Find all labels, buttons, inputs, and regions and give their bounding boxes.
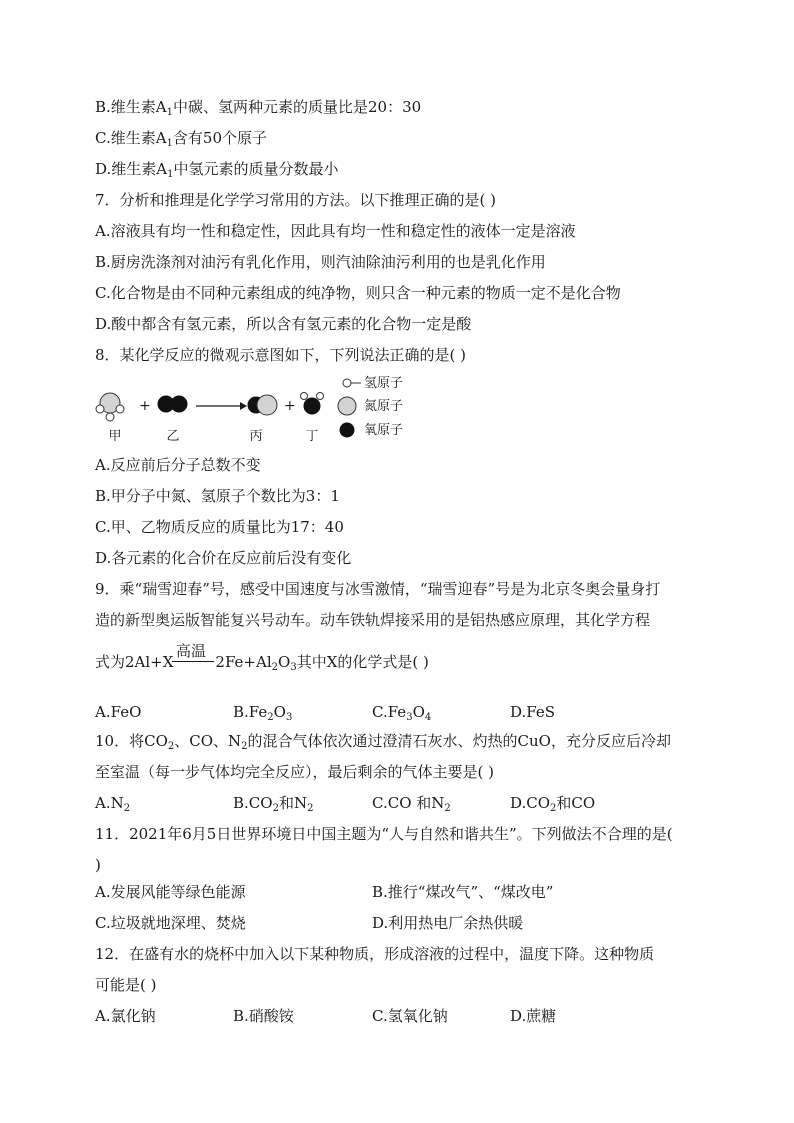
molecule-bing [248,395,277,415]
q11-option-a: A.发展风能等绿色能源 [95,883,246,901]
q11-option-c: C.垃圾就地深埋、焚烧 [95,914,246,932]
q9-stem-line1: 9．乘“瑞雪迎春”号，感受中国速度与冰雪激情，“瑞雪迎春”号是为北京冬奥会量身打 [95,580,661,598]
q10-option-d: $D.CO_2$和CO [510,794,596,814]
q8-option-c: C.甲、乙物质反应的质量比为17：40 [95,518,344,536]
q12-stem-line1: 12．在盛有水的烧杯中加入以下某种物质，形成溶液的过程中，温度下降。这种物质 [95,945,655,963]
q7-option-a: A.溶液具有均一性和稳定性，因此具有均一性和稳定性的液体一定是溶液 [95,222,576,240]
q10-stem-line1: 10．将$CO_2$、CO、$N_2$的混合气体依次通过澄清石灰水、灼热的CuO，充分反应后冷却 [95,732,671,752]
q11-option-d: D.利用热电厂余热供暖 [372,914,524,932]
label-ding: 丁 [305,429,319,444]
legend-oxygen-label: 氧原子 [364,423,404,438]
q12-option-a: A.氯化钠 [95,1007,156,1025]
q9-stem-line2: 造的新型奥运版智能复兴号动车。动车铁轨焊接采用的是铝热感应原理，其化学方程 [95,611,651,629]
q8-option-b: B.甲分子中氮、氢原子个数比为3：1 [95,487,340,505]
q10-stem-line2: 至室温（每一步气体均完全反应），最后剩余的气体主要是( ) [95,763,494,781]
legend-nitrogen-label: 氮原子 [364,399,404,414]
q9-option-b: $B.Fe_2O_3$ [233,703,293,723]
q12-option-c: C.氢氧化钠 [372,1007,448,1025]
reaction-arrow [196,402,247,410]
legend-hydrogen [343,379,361,387]
q10-option-b: $B.CO_2$和$N_2$ [233,794,314,814]
q8-option-d: D.各元素的化合价在反应前后没有变化 [95,549,352,567]
q8-option-a: A.反应前后分子总数不变 [95,456,261,474]
q7-option-d: D.酸中都含有氢元素，所以含有氢元素的化合物一定是酸 [95,315,472,333]
q12-option-b: B.硝酸铵 [233,1007,294,1025]
q8-stem: 8．某化学反应的微观示意图如下，下列说法正确的是( ) [95,346,467,364]
q12-option-d: D.蔗糖 [510,1007,557,1025]
q10-option-a: $A.N_2$ [95,794,131,814]
q6-option-b: B.维生素$A_1$中碳、氢两种元素的质量比是20：30 [95,98,422,118]
plus-sign-2: + [284,398,296,414]
legend-oxygen [340,423,354,437]
reaction-bar [172,661,214,662]
reaction-diagram [95,372,425,444]
q7-option-b: B.厨房洗涤剂对油污有乳化作用，则汽油除油污利用的也是乳化作用 [95,253,546,271]
molecule-jia [96,393,124,421]
q10-option-c: C.CO 和$N_2$ [372,794,451,814]
q6-option-c: C.维生素$A_1$含有50个原子 [95,129,268,149]
legend-nitrogen [338,397,356,415]
q11-stem-line2: ) [95,856,101,874]
q9-option-d: D.FeS [510,703,555,721]
molecule-ding [301,393,324,415]
plus-sign-1: + [139,398,151,414]
label-bing: 丙 [249,429,263,444]
q9-equation: 式为2Al+X $2Fe+Al_2O_3$其中X的化学式是( ) [95,653,429,673]
label-jia: 甲 [108,429,122,444]
q7-stem: 7．分析和推理是化学学习常用的方法。以下推理正确的是( ) [95,191,497,209]
molecule-yi [158,396,187,412]
q9-option-c: $C.Fe_3O_4$ [372,703,432,723]
reaction-condition: 高温 [176,642,207,660]
q11-option-b: B.推行“煤改气”、“煤改电” [372,883,554,901]
q11-stem-line1: 11．2021年6月5日世界环境日中国主题为“人与自然和谐共生”。下列做法不合理的是( [95,825,673,843]
q12-stem-line2: 可能是( ) [95,976,157,994]
q7-option-c: C.化合物是由不同种元素组成的纯净物，则只含一种元素的物质一定不是化合物 [95,284,621,302]
legend-hydrogen-label: 氢原子 [364,376,404,391]
q9-option-a: A.FeO [95,703,142,721]
label-yi: 乙 [166,429,180,444]
q6-option-d: D.维生素$A_1$中氢元素的质量分数最小 [95,160,339,180]
